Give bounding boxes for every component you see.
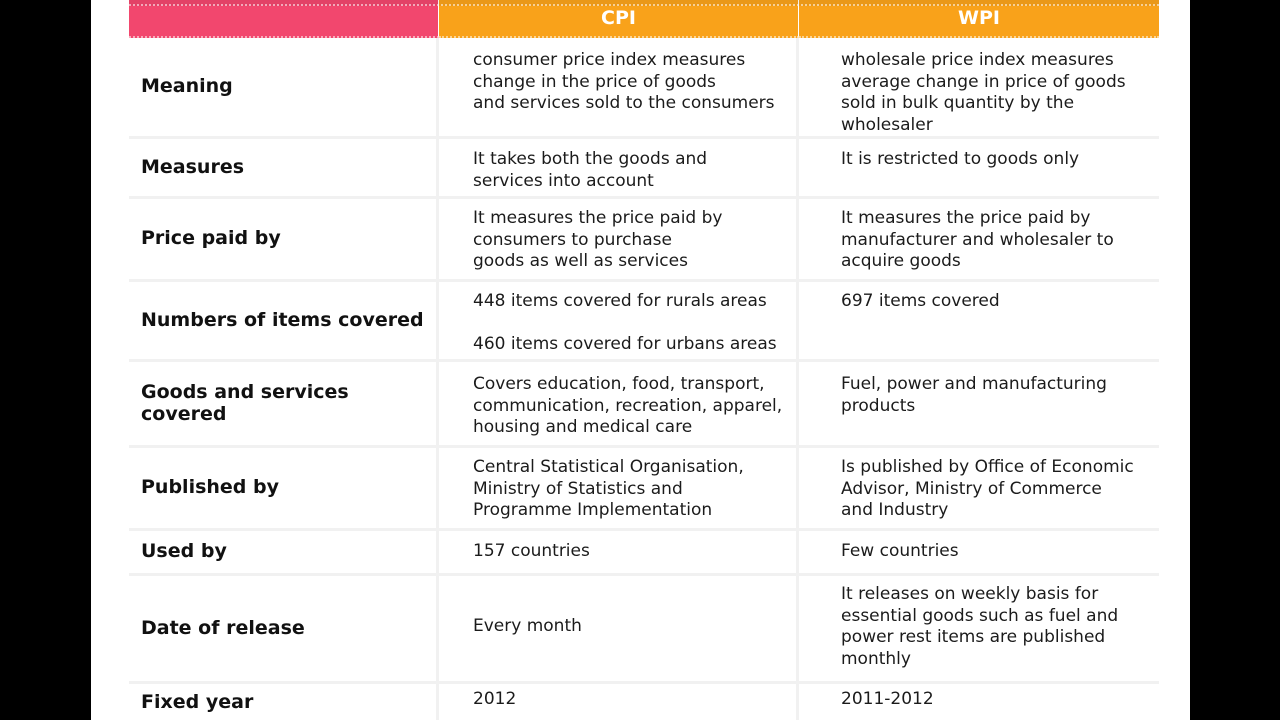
row-label: Goods and services covered [129, 362, 439, 445]
wpi-cell [799, 362, 1159, 445]
wpi-cell-line: It is restricted to goods only [841, 149, 1080, 169]
cpi-cell [439, 38, 799, 136]
comparison-table [129, 0, 1159, 720]
table-row [129, 362, 1159, 448]
wpi-cell [799, 684, 1159, 720]
wpi-cell [799, 531, 1159, 573]
wpi-cell-line: Advisor, Ministry of Commerce [841, 478, 1102, 499]
wpi-cell-line: essential goods such as fuel and [841, 605, 1119, 626]
document-page [91, 0, 1190, 720]
table-row [129, 576, 1159, 684]
wpi-cell-line: 2011-2012 [841, 689, 934, 709]
cpi-cell-line: consumers to purchase [473, 229, 672, 250]
wpi-cell-line: Fuel, power and manufacturing [841, 374, 1107, 394]
wpi-cell-line: products [841, 395, 916, 416]
cpi-cell [439, 576, 799, 681]
cpi-cell [439, 362, 799, 445]
wpi-cell-line: average change in price of goods [841, 71, 1126, 92]
cpi-cell-line: and services sold to the consumers [473, 93, 775, 113]
cpi-cell-line: change in the price of goods [473, 71, 716, 92]
table-row [129, 199, 1159, 282]
cpi-cell [439, 531, 799, 573]
cpi-cell-line: 460 items covered for urbans areas [473, 333, 777, 354]
wpi-cell-line: and Industry [841, 500, 949, 520]
wpi-cell [799, 199, 1159, 279]
wpi-cell [799, 38, 1159, 136]
cpi-cell-line: consumer price index measures [473, 50, 746, 70]
cpi-cell-line: It takes both the goods and [473, 149, 708, 169]
wpi-cell [799, 282, 1159, 359]
cpi-cell-line: goods as well as services [473, 251, 688, 271]
wpi-cell-line: power rest items are published [841, 627, 1106, 647]
row-label: Meaning [129, 38, 439, 136]
wpi-cell-line: Few countries [841, 541, 959, 561]
cpi-cell-line: communication, recreation, apparel, [473, 395, 783, 416]
wpi-cell-line: It measures the price paid by [841, 208, 1091, 228]
cpi-cell-line: 2012 [473, 689, 517, 709]
cpi-cell-line: Programme Implementation [473, 500, 713, 520]
cpi-cell-line: housing and medical care [473, 417, 693, 437]
table-row [129, 38, 1159, 139]
wpi-cell [799, 448, 1159, 528]
cpi-cell [439, 684, 799, 720]
wpi-cell-line: manufacturer and wholesaler to [841, 229, 1114, 250]
wpi-cell [799, 139, 1159, 196]
cpi-cell [439, 282, 799, 359]
wpi-cell-line: Is published by Office of Economic [841, 457, 1134, 477]
row-label: Fixed year [129, 684, 439, 720]
cpi-cell [439, 448, 799, 528]
line-gap [473, 313, 796, 334]
cpi-cell-line: Covers education, food, transport, [473, 374, 765, 394]
table-row [129, 531, 1159, 576]
row-label: Used by [129, 531, 439, 573]
header-top-shade [129, 0, 1159, 6]
table-row [129, 448, 1159, 531]
row-label: Published by [129, 448, 439, 528]
cpi-cell-line: 448 items covered for rurals areas [473, 291, 767, 311]
cpi-cell-line: services into account [473, 170, 654, 191]
wpi-cell [799, 576, 1159, 681]
table-header-row [129, 0, 1159, 38]
wpi-cell-line: 697 items covered [841, 291, 1000, 311]
table-body [129, 38, 1159, 720]
cpi-cell-line: Ministry of Statistics and [473, 478, 683, 499]
cpi-cell [439, 139, 799, 196]
row-label: Date of release [129, 576, 439, 681]
cpi-cell-line: Central Statistical Organisation, [473, 457, 744, 477]
row-label: Price paid by [129, 199, 439, 279]
table-row [129, 684, 1159, 720]
row-label: Measures [129, 139, 439, 196]
table-row [129, 282, 1159, 362]
cpi-cell [439, 199, 799, 279]
header-wpi: WPI [799, 0, 1159, 38]
cpi-cell-line: 157 countries [473, 541, 590, 561]
wpi-cell-line: acquire goods [841, 251, 961, 271]
wpi-cell-line: wholesale price index measures [841, 50, 1114, 70]
cpi-cell-line: It measures the price paid by [473, 208, 723, 228]
wpi-cell-line: wholesaler [841, 114, 933, 135]
table-row [129, 139, 1159, 199]
wpi-cell-line: monthly [841, 648, 911, 669]
row-label: Numbers of items covered [129, 282, 439, 359]
wpi-cell-line: It releases on weekly basis for [841, 584, 1099, 604]
header-cpi: CPI [439, 0, 799, 38]
cpi-cell-line: Every month [473, 616, 582, 636]
wpi-cell-line: sold in bulk quantity by the [841, 93, 1075, 113]
